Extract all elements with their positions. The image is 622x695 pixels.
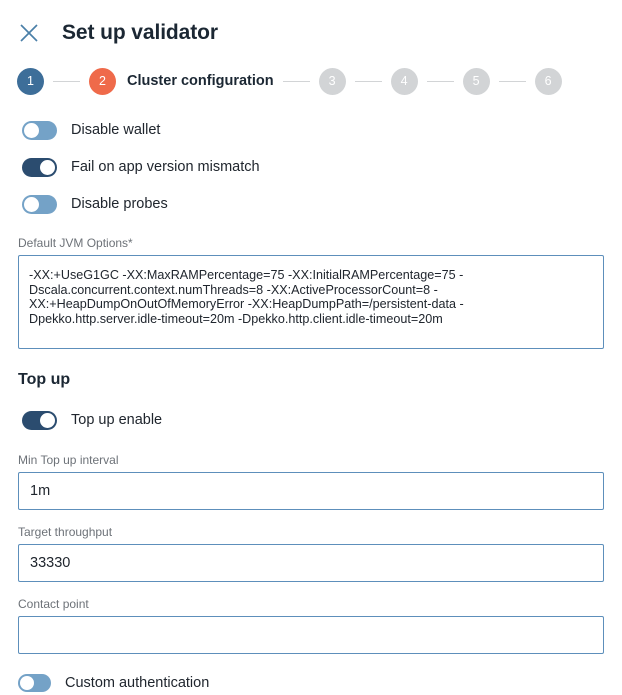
close-icon[interactable] bbox=[18, 22, 40, 44]
step-1[interactable] bbox=[17, 68, 44, 95]
step-connector bbox=[283, 81, 310, 82]
step-1-circle[interactable]: 1 bbox=[17, 68, 44, 95]
custom-authentication-toggle[interactable] bbox=[18, 674, 51, 692]
toggle-row-top-up-enable[interactable] bbox=[0, 408, 622, 432]
jvm-options-textarea[interactable] bbox=[18, 255, 604, 349]
step-connector bbox=[355, 81, 382, 82]
step-2-label: Cluster configuration bbox=[127, 73, 274, 89]
fail-on-app-version-mismatch-label: Fail on app version mismatch bbox=[71, 159, 260, 175]
step-connector bbox=[499, 81, 526, 82]
step-3-circle[interactable]: 3 bbox=[319, 68, 346, 95]
step-connector bbox=[53, 81, 80, 82]
jvm-options-label: Default JVM Options* bbox=[18, 236, 133, 250]
step-6[interactable] bbox=[535, 68, 562, 95]
disable-wallet-toggle[interactable] bbox=[22, 121, 57, 140]
jvm-options-field bbox=[0, 236, 622, 354]
toggle-row-custom-authentication[interactable] bbox=[0, 671, 622, 695]
step-5[interactable] bbox=[463, 68, 490, 95]
top-up-enable-label: Top up enable bbox=[71, 412, 163, 428]
step-2[interactable] bbox=[89, 68, 274, 95]
disable-wallet-label: Disable wallet bbox=[71, 122, 161, 138]
toggle-row-fail-on-mismatch[interactable] bbox=[0, 155, 622, 179]
disable-probes-toggle[interactable] bbox=[22, 195, 57, 214]
step-4[interactable] bbox=[391, 68, 418, 95]
step-connector bbox=[427, 81, 454, 82]
disable-probes-label: Disable probes bbox=[71, 196, 168, 212]
toggle-knob bbox=[20, 676, 34, 690]
target-throughput-field bbox=[0, 525, 622, 582]
target-throughput-input[interactable] bbox=[18, 544, 604, 582]
contact-point-label: Contact point bbox=[18, 597, 89, 611]
min-top-up-interval-field bbox=[0, 453, 622, 510]
custom-authentication-label: Custom authentication bbox=[65, 675, 210, 691]
page-header bbox=[0, 0, 622, 50]
min-top-up-interval-label: Min Top up interval bbox=[18, 453, 119, 467]
step-3[interactable] bbox=[319, 68, 346, 95]
toggle-row-disable-probes[interactable] bbox=[0, 192, 622, 216]
toggle-row-disable-wallet[interactable] bbox=[0, 118, 622, 142]
toggle-knob bbox=[40, 160, 55, 175]
top-up-section-title: Top up bbox=[18, 371, 71, 388]
toggle-knob bbox=[24, 197, 39, 212]
top-up-enable-toggle[interactable] bbox=[22, 411, 57, 430]
fail-on-app-version-mismatch-toggle[interactable] bbox=[22, 158, 57, 177]
step-2-circle[interactable]: 2 bbox=[89, 68, 116, 95]
min-top-up-interval-input[interactable] bbox=[18, 472, 604, 510]
page-title: Set up validator bbox=[62, 21, 218, 44]
step-4-circle[interactable]: 4 bbox=[391, 68, 418, 95]
contact-point-input[interactable] bbox=[18, 616, 604, 654]
toggle-knob bbox=[40, 413, 55, 428]
target-throughput-label: Target throughput bbox=[18, 525, 113, 539]
step-5-circle[interactable]: 5 bbox=[463, 68, 490, 95]
toggle-knob bbox=[24, 123, 39, 138]
step-6-circle[interactable]: 6 bbox=[535, 68, 562, 95]
stepper bbox=[0, 66, 622, 96]
contact-point-field bbox=[0, 597, 622, 654]
